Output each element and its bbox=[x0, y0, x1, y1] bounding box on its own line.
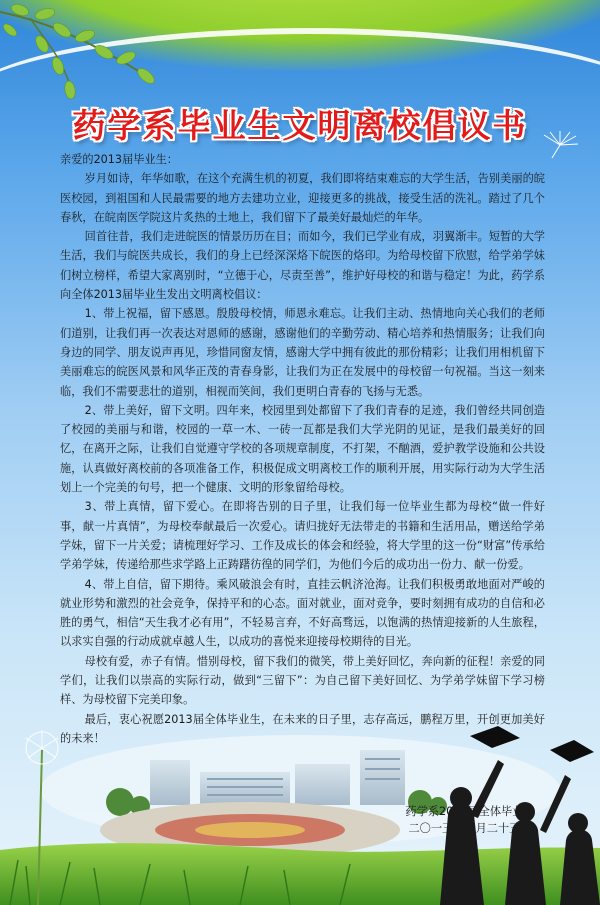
paragraph: 最后，衷心祝愿2013届全体毕业生，在未来的日子里，志存高远，鹏程万里，开创更加美好的未来！ bbox=[60, 712, 545, 745]
paragraph: 3、带上真情，留下爱心。在即将告别的日子里，让我们每一位毕业生都为母校“做一件好事，献一片真情”，为母校奉献最后一次爱心。请归拢好无法带走的书籍和生活用品，赠送给学弟学妹，留下一片关爱；请梳理好学习、工作及成长的体会和经验，将大学里的这一份“财富”传承给学弟学妹，传递给那些求学路上正踌躇彷徨的同学们，为他们今后的成功出一份力、献一份爱。 bbox=[60, 500, 545, 572]
letter-body bbox=[60, 150, 545, 748]
paragraph: 1、带上祝福，留下感恩。殷殷母校情，师恩永难忘。让我们主动、热情地向关心我们的老师们道别，让我们再一次表达对恩师的感谢，感谢他们的辛勤劳动、精心培养和热情服务；让我们向身边的同学、朋友说声再见，珍惜同窗友情，感谢大学中拥有彼此的那份精彩；让我们用相机留下美丽难忘的皖医风景和风华正茂的青春身影，让我们为正在发展中的母校留一句祝福。当这一刻来临，我们不需要悲壮的道别，相视而笑间，我们更明白青春的飞扬与无悉。 bbox=[60, 307, 545, 398]
paragraph: 4、带上自信，留下期待。乘风破浪会有时，直挂云帆济沧海。让我们积极勇敢地面对严峻的就业形势和激烈的社会竞争，保持平和的心态。面对就业，面对竞争，要时刻拥有成功的自信和必胜的勇气，相信“天生我才必有用”，不轻易言弃，不好高骛远，以饱满的热情迎接新的人生旅程，以求实自强的行动成就卓越人生，以成功的喜悦来迎接母校期待的目光。 bbox=[60, 577, 545, 649]
greeting: 亲爱的2013届毕业生： bbox=[60, 153, 178, 166]
signature-block bbox=[395, 803, 545, 837]
signature-org: 药学系2013届全体毕业生 bbox=[405, 805, 535, 818]
paragraph: 岁月如诗，年华如歌，在这个充满生机的初夏，我们即将结束难忘的大学生活，告别美丽的皖医校园，到祖国和人民最需要的地方去建功立业，迎接更多的挑战，接受生活的洗礼。踏过了几个春秋，在皖南医学院这片炙热的土地上，我们留下了最美好最灿烂的年华。 bbox=[60, 172, 545, 224]
paragraph: 母校有爱，赤子有情。惜别母校，留下我们的微笑，带上美好回忆，奔向新的征程！亲爱的同学们，让我们以崇高的实际行动，做到“三留下”：为自己留下美好回忆、为学弟学妹留下学习榜样、为母校留下完美印象。 bbox=[60, 654, 545, 707]
leaf-branch-icon bbox=[0, 0, 170, 110]
signature-date: 二〇一三年四月二十三日 bbox=[408, 822, 532, 835]
paragraph: 2、带上美好，留下文明。四年来，校园里到处都留下了我们青春的足迹，我们曾经共同创造了校园的美丽与和谐，校园的一草一木、一砖一瓦都是我们大学光阴的见证，是我们最美好的回忆，在离开之际，让我们自觉遵守学校的各项规章制度，不打架，不酗酒，爱护教学设施和公共设施，认真做好离校前的各项准备工作，积极促成文明离校工作的顺利开展，用实际行动为大学生活划上一个完美的句号，把一个健康、文明的形象留给母校。 bbox=[60, 403, 545, 495]
page-title: 药学系毕业生文明离校倡议书 bbox=[72, 106, 528, 146]
paragraph: 回首往昔，我们走进皖医的情景历历在目；而如今，我们已学业有成，羽翼渐丰。短暂的大学生活，我们与皖医共成长，我们的身上已经深深烙下皖医的烙印。为给母校留下欣慰，给学弟学妹们树立榜样，希望大家离别时，“立德于心，尽责至善”，维护好母校的和谐与稳定！为此，药学系向全体2013届毕业生发出文明离校倡议： bbox=[60, 230, 545, 302]
